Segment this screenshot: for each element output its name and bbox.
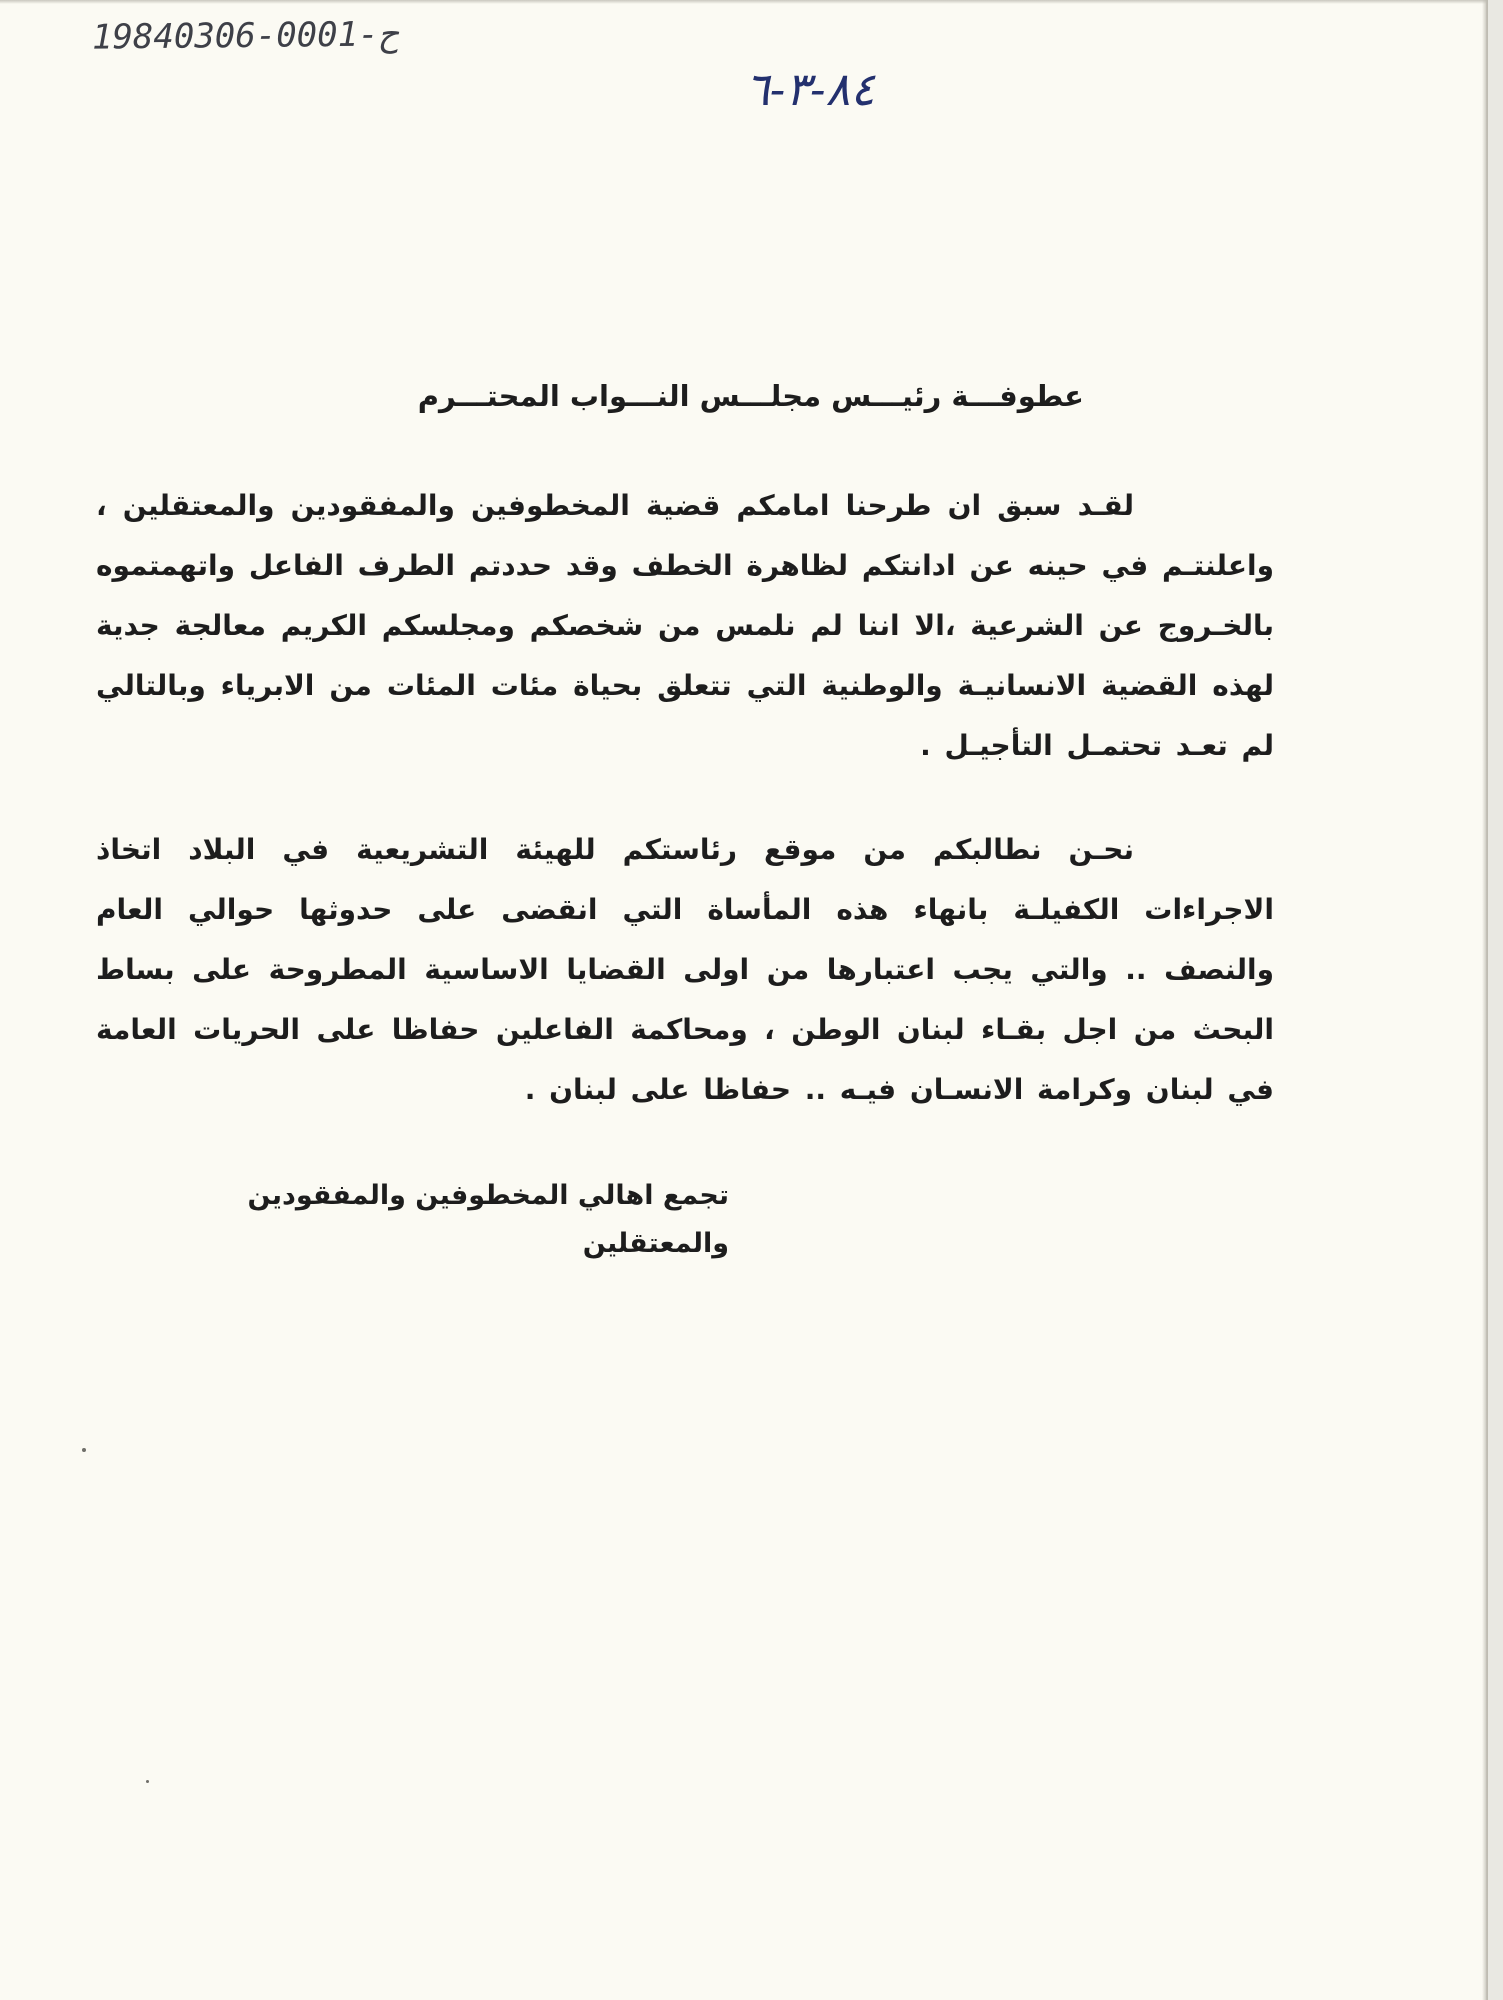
- paper-speck: [146, 1780, 149, 1783]
- handwritten-date: ٨٤-٣-٦: [745, 62, 875, 116]
- letter-paragraph-2: نحـن نطالبكم من موقع رئاستكم للهيئة التشريعية في البلاد اتخاذ الاجراءات الكفيلـة بانهاء هذه المأساة التي انقضى على حدوثها حوالي العام والنصف .. والتي يجب اعتبارها من اولى القضايا الاساسية المطروحة على بساط البحث من اجل بقـاء لبنان الوطن ، ومحاكمة الفاعلين حفاظا على الحريات العامة في لبنان وكرامة الانسـان فيـه .. حفاظا على لبنان .: [96, 833, 1274, 1106]
- paper-speck: [82, 1448, 86, 1452]
- page-top-edge: [0, 0, 1488, 4]
- letter-body: [96, 372, 1274, 1295]
- archive-reference-number: 19840306-0001-ح: [91, 14, 400, 58]
- page-right-edge: [1482, 0, 1488, 2000]
- letter-salutation: عطوفـــة رئيـــس مجلـــس النـــواب المحتـــرم: [417, 379, 1084, 413]
- letter-paragraph-1: لقـد سبق ان طرحنا امامكم قضية المخطوفين والمفقودين والمعتقلين ، واعلنتـم في حينه عن ادانتكم لظاهرة الخطف وقد حددتم الطرف الفاعل واتهمتموه بالخـروج عن الشرعية ،الا اننا لم نلمس من شخصكم ومجلسكم الكريم معالجة جدية لهذه القضية الانسانيـة والوطنية التي تتعلق بحياة مئات المئات من الابرياء وبالتالي لم تعـد تحتمـل التأجيـل .: [96, 489, 1274, 762]
- letter-signature: تجمع اهالي المخطوفين والمفقودين والمعتقلين: [247, 1180, 729, 1259]
